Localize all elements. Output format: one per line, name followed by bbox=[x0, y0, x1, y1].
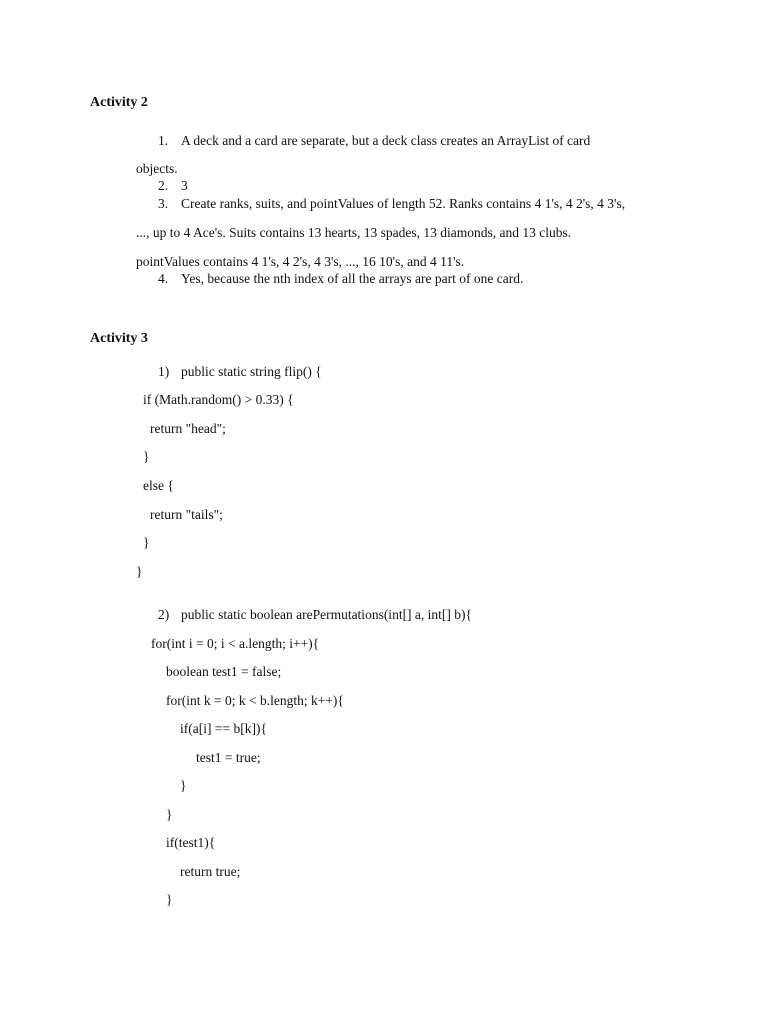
code-line: public static string flip() { bbox=[181, 364, 322, 379]
code-line: } bbox=[136, 564, 143, 579]
code-line: if (Math.random() > 0.33) { bbox=[143, 392, 294, 407]
code-line: return "head"; bbox=[150, 421, 226, 436]
list-item-number: 4. bbox=[158, 271, 169, 286]
activity3-heading: Activity 3 bbox=[90, 331, 148, 346]
list-item-number: 2. bbox=[158, 178, 169, 193]
list-item-text-continued: objects. bbox=[136, 161, 178, 176]
code-line: return true; bbox=[180, 864, 241, 879]
code-line: for(int i = 0; i < a.length; i++){ bbox=[151, 636, 320, 651]
code-line: for(int k = 0; k < b.length; k++){ bbox=[166, 693, 344, 708]
code-line: boolean test1 = false; bbox=[166, 664, 282, 679]
code-item-number: 1) bbox=[158, 364, 170, 379]
list-item-text-continued: ..., up to 4 Ace's. Suits contains 13 hearts, 13 spades, 13 diamonds, and 13 clubs. bbox=[136, 225, 572, 240]
code-line: } bbox=[143, 535, 150, 550]
code-line: } bbox=[180, 778, 187, 793]
code-line: } bbox=[143, 449, 150, 464]
code-line: if(test1){ bbox=[166, 835, 216, 850]
code-line: public static boolean arePermutations(int[] a, int[] b){ bbox=[181, 607, 473, 622]
code-line: } bbox=[166, 807, 173, 822]
code-line: } bbox=[166, 892, 173, 907]
code-line: return "tails"; bbox=[150, 507, 223, 522]
code-line: else { bbox=[143, 478, 174, 493]
list-item-number: 1. bbox=[158, 133, 169, 148]
activity2-heading: Activity 2 bbox=[90, 95, 148, 110]
list-item-text: Create ranks, suits, and pointValues of length 52. Ranks contains 4 1's, 4 2's, 4 3's, bbox=[181, 196, 626, 211]
code-item-number: 2) bbox=[158, 607, 170, 622]
code-line: test1 = true; bbox=[196, 750, 261, 765]
list-item-number: 3. bbox=[158, 196, 169, 211]
code-line: if(a[i] == b[k]){ bbox=[180, 721, 267, 736]
list-item-text: A deck and a card are separate, but a deck class creates an ArrayList of card bbox=[181, 133, 591, 148]
list-item-text: 3 bbox=[181, 178, 188, 193]
list-item-text: Yes, because the nth index of all the arrays are part of one card. bbox=[181, 271, 524, 286]
list-item-text-continued: pointValues contains 4 1's, 4 2's, 4 3's, ..., 16 10's, and 4 11's. bbox=[136, 254, 465, 269]
